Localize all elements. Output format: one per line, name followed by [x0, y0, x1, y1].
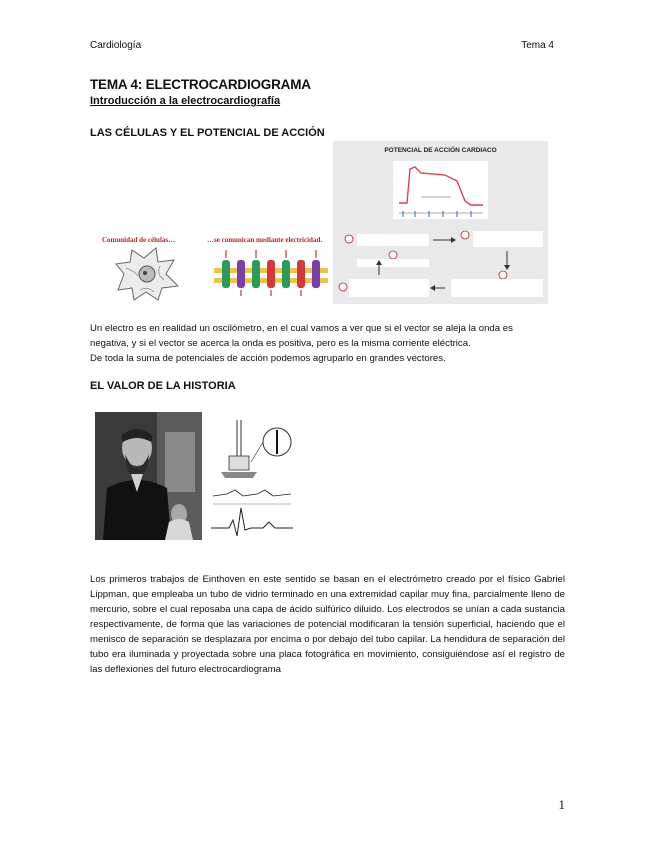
einthoven-photo	[95, 412, 202, 540]
header-left: Cardiología	[90, 40, 142, 51]
section-heading-history: EL VALOR DE LA HISTORIA	[90, 380, 236, 392]
page-subtitle: Introducción a la electrocardiografía	[90, 95, 281, 107]
paragraph-line-1: Un electro es en realidad un oscilómetro, en el cual vamos a ver que si el vector se aleja la onda es	[90, 323, 513, 334]
page-number: 1	[558, 797, 565, 812]
header-right: Tema 4	[521, 40, 554, 51]
paragraph-line-2: negativa, y si el vector se acerca la onda es positiva, pero es la misma corriente eléctrica.	[90, 338, 471, 349]
cell-communication-figure	[100, 230, 330, 302]
caption-electric-communication: …se comunican mediante electricidad.	[207, 236, 323, 244]
section1-paragraph	[90, 321, 565, 366]
ion-channel-illustration	[212, 246, 330, 302]
action-potential-diagram	[333, 141, 548, 304]
section-heading-cells: LAS CÉLULAS Y EL POTENCIAL DE ACCIÓN	[90, 127, 325, 139]
caption-cell-community: Comunidad de células…	[102, 236, 176, 244]
electrometer-diagram	[207, 412, 297, 544]
cell-illustration	[112, 246, 182, 302]
paragraph-line-3: De toda la suma de potenciales de acción podemos agruparlo en grandes vectores.	[90, 353, 446, 364]
action-potential-title: POTENCIAL DE ACCIÓN CARDIACO	[384, 147, 497, 154]
page-title: TEMA 4: ELECTROCARDIOGRAMA	[90, 77, 311, 92]
action-potential-figure	[333, 141, 548, 304]
section2-paragraph: Los primeros trabajos de Einthoven en este sentido se basan en el electrómetro creado por el físico Gabriel Lippman, que empleaba un tubo de vidrio terminado en una extremidad capilar muy fina, parcialmente lleno de mercurio, sobre el cual reposaba una capa de ácido sulfúrico diluido. Los electrodos se unían a cada sustancia respectivamente, de forma que las variaciones de potencial modificaran la tensión superficial, haciendo que el menisco de separación se desplazara por encima o por debajo del tubo capilar. La hendidura de separación del tubo era iluminada y proyectada sobre una placa fotográfica en movimiento, consiguiéndose así el registro de las deflexiones del futuro electrocardiograma	[90, 574, 565, 675]
